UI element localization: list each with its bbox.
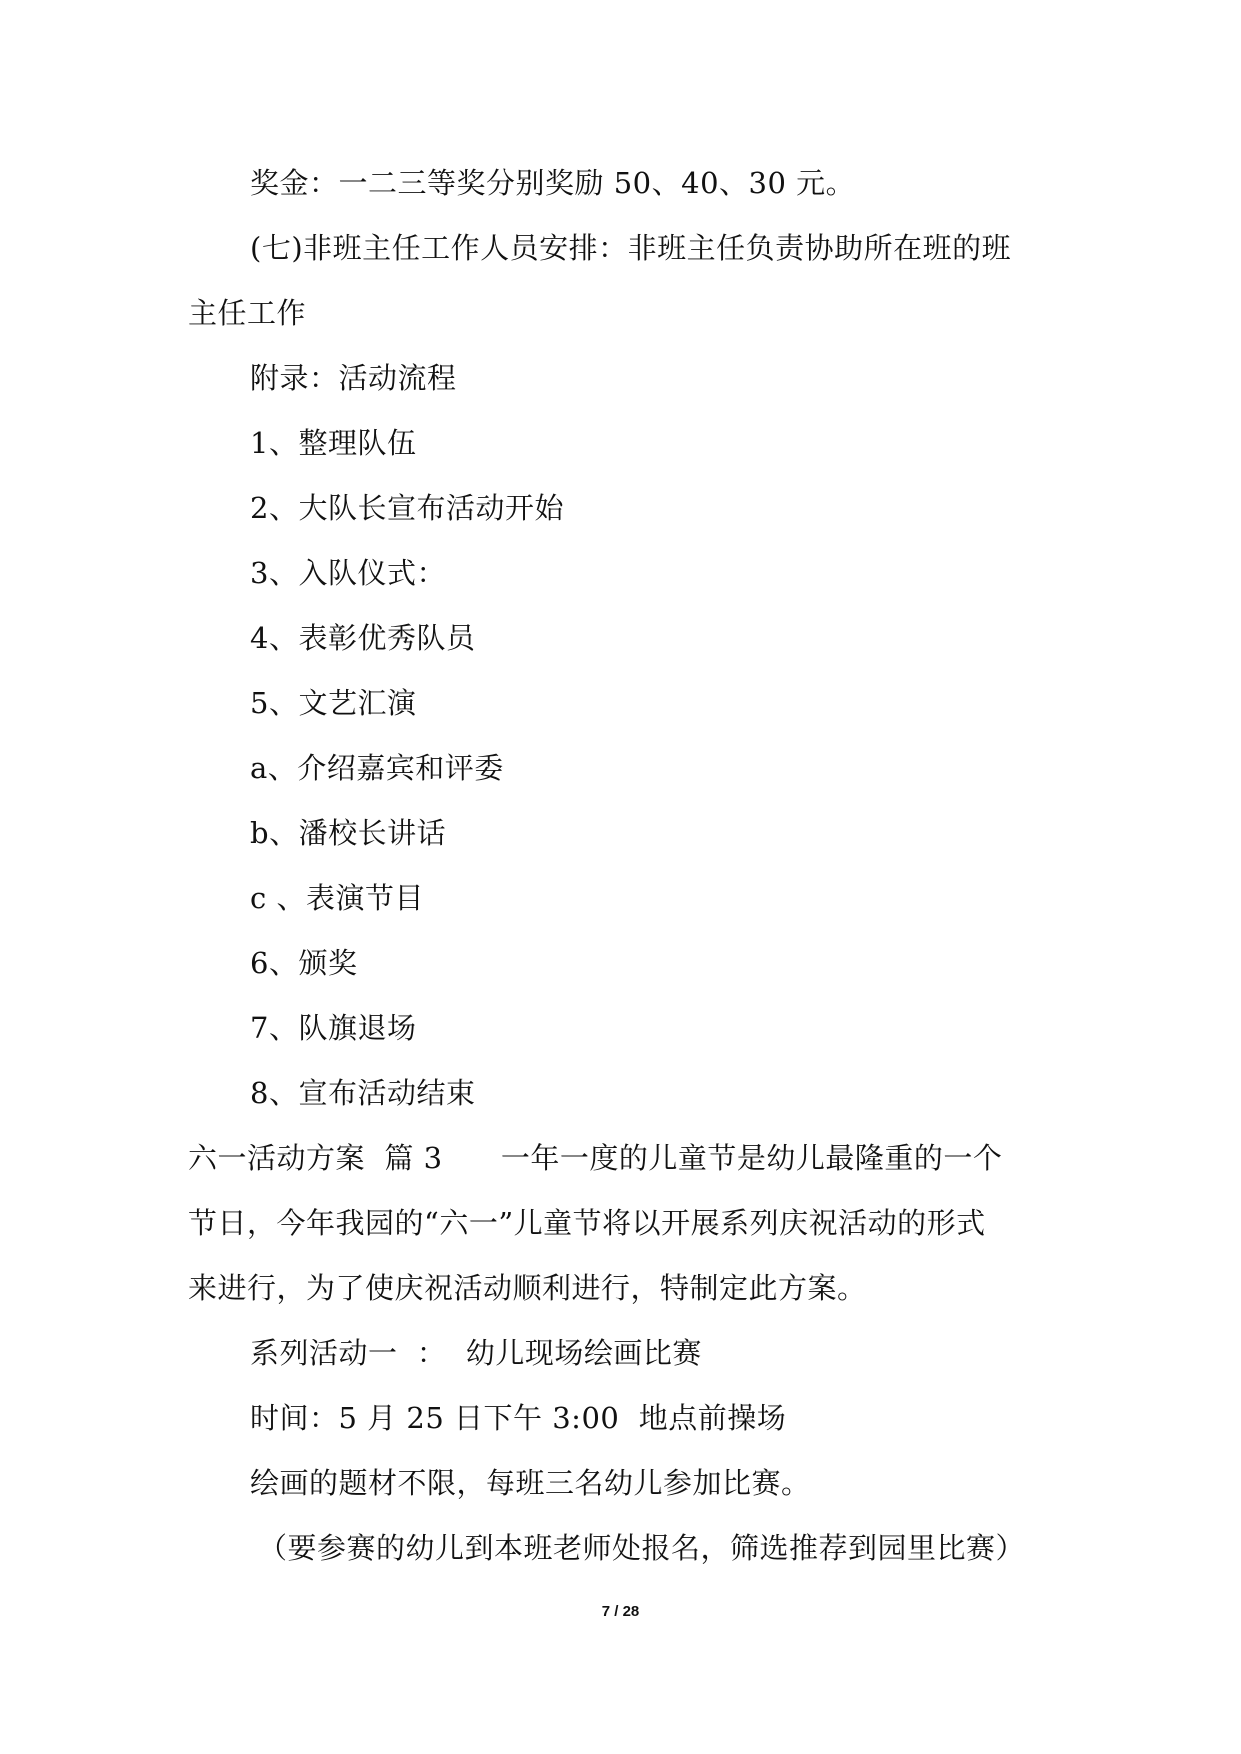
- section-heading: 附录：活动流程: [250, 361, 457, 395]
- list-item: 1、整理队伍: [250, 426, 417, 460]
- list-item: 8、宣布活动结束: [250, 1076, 476, 1110]
- list-item: 2、大队长宣布活动开始: [250, 491, 564, 525]
- list-item: 7、队旗退场: [250, 1011, 417, 1045]
- list-item: a、介绍嘉宾和评委: [250, 751, 504, 785]
- list-item: 6、颁奖: [250, 946, 358, 980]
- paragraph-line: 来进行，为了使庆祝活动顺利进行，特制定此方案。: [188, 1271, 867, 1305]
- list-item: c 、表演节目: [250, 881, 424, 915]
- list-item: b、潘校长讲话: [250, 816, 447, 850]
- paragraph-line: （要参赛的幼儿到本班老师处报名，筛选推荐到园里比赛）: [258, 1531, 1026, 1565]
- list-item: 5、文艺汇演: [250, 686, 417, 720]
- paragraph-line: 奖金：一二三等奖分别奖励 50、40、30 元。: [250, 166, 856, 200]
- paragraph-line: 节日，今年我园的“六一”儿童节将以开展系列庆祝活动的形式: [188, 1206, 986, 1240]
- list-item: 3、入队仪式：: [250, 556, 446, 590]
- paragraph-line: 系列活动一 ： 幼儿现场绘画比赛: [250, 1336, 702, 1370]
- paragraph-line: (七)非班主任工作人员安排：非班主任负责协助所在班的班: [250, 231, 1012, 265]
- page-number: 7 / 28: [601, 1603, 640, 1620]
- paragraph-line: 主任工作: [188, 296, 307, 330]
- list-item: 4、表彰优秀队员: [250, 621, 476, 655]
- paragraph-line: 时间：5 月 25 日下午 3:00 地点前操场: [250, 1401, 787, 1435]
- paragraph-line: 六一活动方案 篇 3 一年一度的儿童节是幼儿最隆重的一个: [188, 1141, 1003, 1175]
- paragraph-line: 绘画的题材不限，每班三名幼儿参加比赛。: [250, 1466, 811, 1500]
